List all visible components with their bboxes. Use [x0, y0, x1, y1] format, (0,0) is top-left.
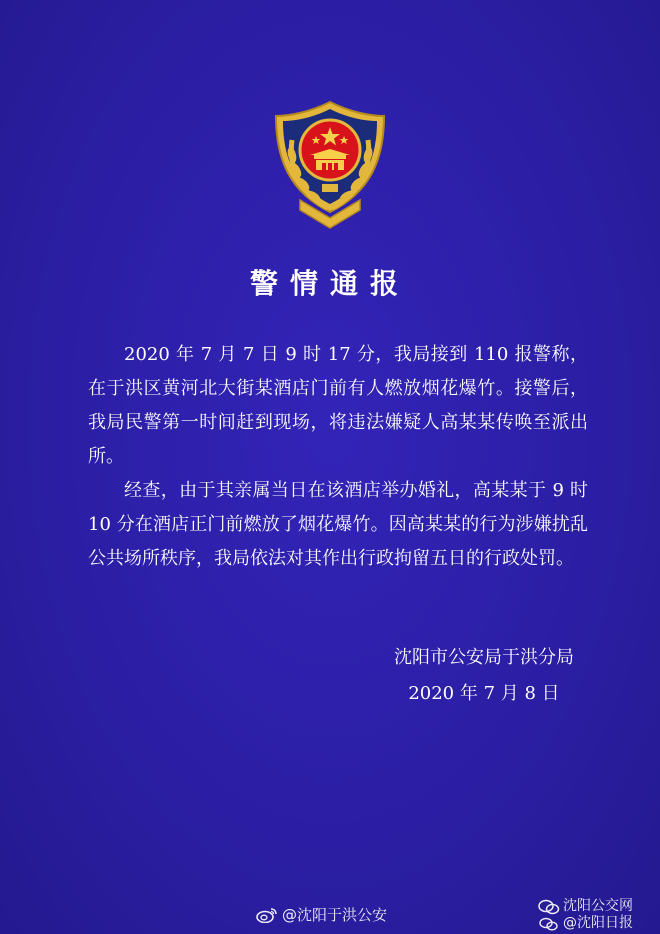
weibo-watermark	[256, 904, 387, 925]
notice-paragraph-2: 经查，由于其亲属当日在该酒店举办婚礼，高某某于 9 时 10 分在酒店正门前燃放了烟花爆竹。因高某某的行为涉嫌扰乱公共场所秩序，我局依法对其作出行政拘留五日的行政处罚。	[88, 480, 588, 569]
wechat-watermark-top: 沈阳公交网	[563, 898, 633, 914]
signature-date: 2020 年 7 月 8 日	[408, 683, 560, 704]
weibo-watermark-text: @沈阳于洪公安	[282, 906, 388, 924]
wechat-icon	[538, 899, 560, 915]
signature-org: 沈阳市公安局于洪分局	[394, 647, 574, 668]
weibo-icon	[256, 907, 278, 923]
notice-paragraph-1: 2020 年 7 月 7 日 9 时 17 分，我局接到 110 报警称，在于洪区黄河北大街某酒店门前有人燃放烟花爆竹。接警后，我局民警第一时间赶到现场，将违法嫌疑人高某某传唤至派出所。	[88, 344, 588, 467]
wechat-small-icon	[538, 916, 560, 932]
notice-body	[88, 338, 588, 576]
wechat-watermark-bottom: @沈阳日报	[563, 915, 633, 931]
wechat-watermark	[538, 898, 633, 932]
notice-title: 警情通报	[249, 267, 410, 300]
police-emblem-icon	[270, 100, 390, 235]
signature-block	[394, 640, 574, 712]
